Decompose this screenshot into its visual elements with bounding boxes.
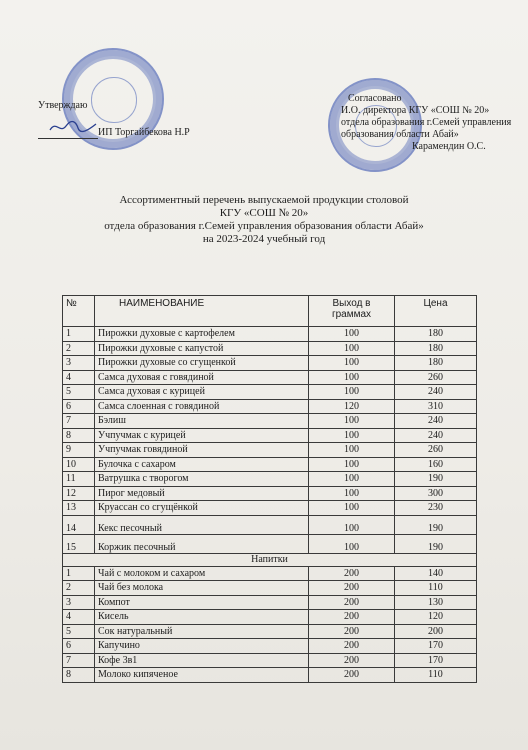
item-output: 100 [309,341,395,356]
row-number: 2 [63,341,95,356]
agree-label: Согласовано [348,93,402,104]
table-row [63,566,477,581]
item-price: 160 [395,457,477,472]
table-row [63,639,477,654]
row-number: 15 [63,534,95,553]
item-price: 180 [395,356,477,371]
item-output: 100 [309,457,395,472]
item-name: Пирожки духовые с капустой [95,341,309,356]
item-name: Чай с молоком и сахаром [95,566,309,581]
item-output: 200 [309,624,395,639]
item-name: Пирожки духовые со сгущенкой [95,356,309,371]
row-number: 12 [63,486,95,501]
item-price: 260 [395,370,477,385]
approve-signatory: ИП Торгайбекова Н.Р [38,127,190,139]
doc-title-line1: Ассортиментный перечень выпускаемой продукции столовой [119,194,409,206]
item-price: 140 [395,566,477,581]
row-number: 14 [63,515,95,534]
item-price: 110 [395,581,477,596]
table-row [63,457,477,472]
row-number: 11 [63,472,95,487]
table-row [63,428,477,443]
item-price: 130 [395,595,477,610]
row-number: 3 [63,356,95,371]
table-row [63,515,477,534]
item-name: Чай без молока [95,581,309,596]
item-price: 120 [395,610,477,625]
table-row [63,595,477,610]
col-name-header: НАИМЕНОВАНИЕ [95,296,309,327]
item-name: Бэлиш [95,414,309,429]
table-row [63,370,477,385]
item-price: 240 [395,385,477,400]
table-row [63,443,477,458]
row-number: 4 [63,370,95,385]
item-price: 260 [395,443,477,458]
table-row [63,624,477,639]
item-name: Молоко кипяченое [95,668,309,683]
item-output: 120 [309,399,395,414]
item-name: Учпучмак говядиной [95,443,309,458]
item-name: Учпучмак с курицей [95,428,309,443]
item-name: Ватрушка с творогом [95,472,309,487]
row-number: 8 [63,668,95,683]
item-output: 200 [309,653,395,668]
item-price: 310 [395,399,477,414]
table-row [63,610,477,625]
item-output: 100 [309,534,395,553]
item-name: Компот [95,595,309,610]
item-output: 100 [309,370,395,385]
item-output: 200 [309,639,395,654]
item-name: Капучино [95,639,309,654]
row-number: 4 [63,610,95,625]
table-row [63,668,477,683]
item-name: Булочка с сахаром [95,457,309,472]
table-row [63,356,477,371]
item-price: 180 [395,327,477,342]
item-name: Кисель [95,610,309,625]
item-price: 170 [395,653,477,668]
agree-line3: образования области Абай» [341,129,459,140]
item-output: 100 [309,486,395,501]
item-output: 100 [309,414,395,429]
agree-line2: отдела образования г.Семей управления [341,117,512,128]
item-name: Сок натуральный [95,624,309,639]
item-price: 180 [395,341,477,356]
item-price: 240 [395,414,477,429]
col-output-header: Выход в граммах [309,296,395,327]
item-output: 100 [309,501,395,516]
item-output: 100 [309,356,395,371]
item-output: 200 [309,581,395,596]
item-price: 300 [395,486,477,501]
table-row [63,581,477,596]
item-output: 200 [309,566,395,581]
item-price: 190 [395,534,477,553]
item-price: 190 [395,472,477,487]
row-number: 6 [63,399,95,414]
item-name: Пирог медовый [95,486,309,501]
row-number: 1 [63,327,95,342]
col-price-header: Цена [395,296,477,327]
table-row [63,341,477,356]
row-number: 6 [63,639,95,654]
item-name: Самса духовая с говядиной [95,370,309,385]
table-row [63,486,477,501]
col-number-header: № [63,296,95,327]
row-number: 7 [63,414,95,429]
item-name: Кекс песочный [95,515,309,534]
table-header-row [63,296,477,327]
products-table [62,295,477,683]
approve-label: Утверждаю [38,100,88,111]
doc-title-line3: отдела образования г.Семей управления образования области Абай» [104,220,424,232]
item-output: 200 [309,595,395,610]
table-row [63,534,477,553]
item-output: 200 [309,668,395,683]
row-number: 13 [63,501,95,516]
row-number: 8 [63,428,95,443]
row-number: 5 [63,385,95,400]
item-output: 100 [309,515,395,534]
item-name: Кофе 3в1 [95,653,309,668]
item-price: 190 [395,515,477,534]
doc-title-line2: КГУ «СОШ № 20» [219,207,309,219]
table-row [63,472,477,487]
item-name: Пирожки духовые с картофелем [95,327,309,342]
item-output: 100 [309,443,395,458]
item-output: 100 [309,327,395,342]
row-number: 10 [63,457,95,472]
section-row-drinks [63,553,477,566]
item-output: 200 [309,610,395,625]
table-row [63,414,477,429]
item-name: Коржик песочный [95,534,309,553]
item-output: 100 [309,385,395,400]
item-name: Самса духовая с курицей [95,385,309,400]
item-price: 240 [395,428,477,443]
doc-title-line4: на 2023-2024 учебный год [202,233,326,245]
table-row [63,385,477,400]
table-row [63,501,477,516]
row-number: 9 [63,443,95,458]
row-number: 5 [63,624,95,639]
row-number: 2 [63,581,95,596]
agree-signatory: Карамендин О.С. [412,141,486,152]
item-output: 100 [309,428,395,443]
table-row [63,399,477,414]
row-number: 7 [63,653,95,668]
agree-line1: И.О. директора КГУ «СОШ № 20» [341,105,490,116]
item-price: 230 [395,501,477,516]
item-output: 100 [309,472,395,487]
row-number: 1 [63,566,95,581]
item-name: Круассан со сгущёнкой [95,501,309,516]
item-name: Самса слоенная с говядиной [95,399,309,414]
table-row [63,327,477,342]
item-price: 170 [395,639,477,654]
row-number: 3 [63,595,95,610]
table-row [63,653,477,668]
section-title: Напитки [63,553,477,566]
item-price: 110 [395,668,477,683]
item-price: 200 [395,624,477,639]
